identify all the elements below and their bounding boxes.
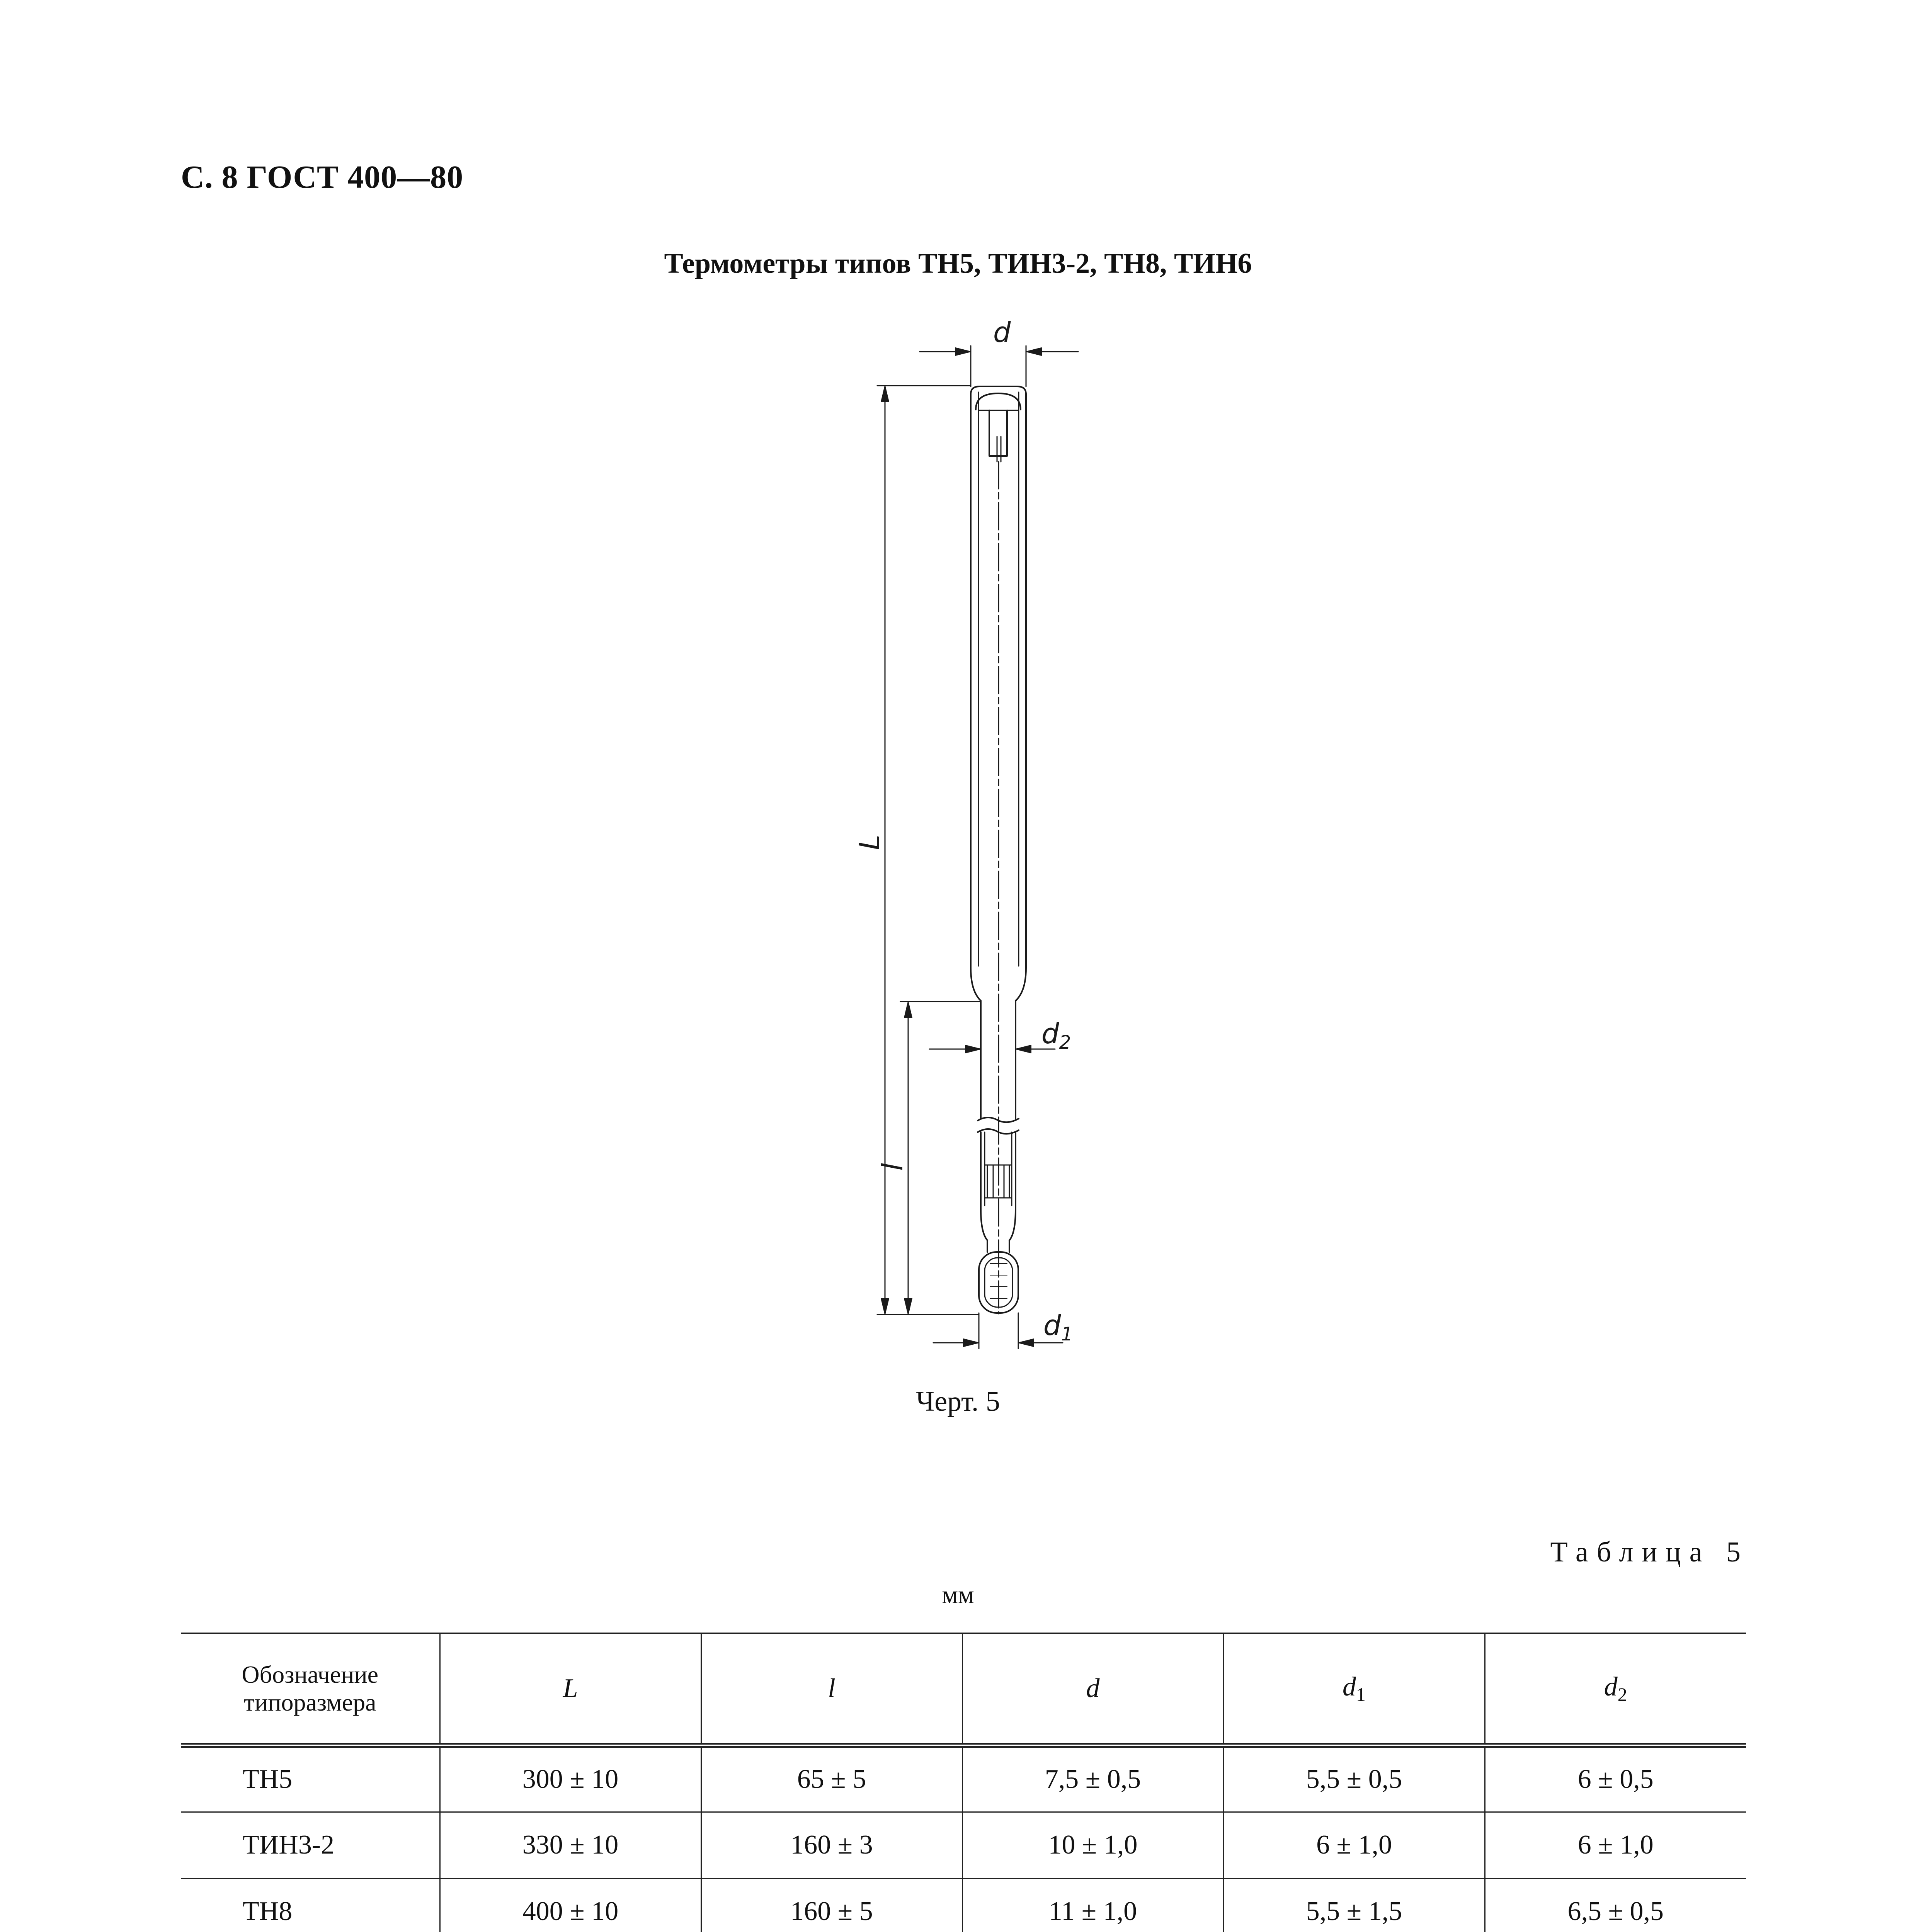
figure-caption: Черт. 5: [916, 1386, 1000, 1417]
label-d: d: [993, 316, 1011, 349]
cell-d1: 5,5 ± 0,5: [1223, 1745, 1485, 1812]
cell-l: 65 ± 5: [701, 1745, 962, 1812]
header-d2: $d_2$: [1485, 1633, 1746, 1745]
table-header-row: [181, 1633, 1746, 1745]
dimension-d2: [929, 1045, 1055, 1053]
header-L: L: [440, 1633, 701, 1745]
suspension-loop: [989, 410, 1007, 456]
page-header: С. 8 ГОСТ 400—80: [181, 159, 464, 195]
thermometer-drawing: [831, 309, 1125, 1352]
table-row: [181, 1745, 1746, 1812]
cell-d: 7,5 ± 0,5: [962, 1745, 1223, 1812]
label-d1: d1: [1043, 1309, 1073, 1345]
header-designation: Обозначение типоразмера: [181, 1633, 440, 1745]
dimensions-table: [181, 1633, 1746, 1932]
label-L: L: [853, 834, 886, 850]
cell-d2: 6 ± 1,0: [1485, 1812, 1746, 1878]
cell-L: 330 ± 10: [440, 1812, 701, 1878]
cell-d: 10 ± 1,0: [962, 1812, 1223, 1878]
dimension-d: [920, 346, 1078, 386]
header-l: l: [701, 1633, 962, 1745]
table-row: [181, 1812, 1746, 1878]
figure-heading: Термометры типов ТН5, ТИН3-2, ТН8, ТИН6: [664, 248, 1252, 279]
cell-d1: 6 ± 1,0: [1223, 1812, 1485, 1878]
table-row: [181, 1878, 1746, 1932]
table-title: Таблица 5: [1550, 1536, 1749, 1568]
thermometer-top-body: [971, 386, 1026, 1314]
cell-d1: 5,5 ± 1,5: [1223, 1878, 1485, 1932]
thermometer-top-inner-cap: [976, 393, 1021, 410]
cell-designation: ТН5: [181, 1745, 440, 1812]
cell-d2: 6,5 ± 0,5: [1485, 1878, 1746, 1932]
dimension-L: [877, 386, 979, 1315]
cell-l: 160 ± 5: [701, 1878, 962, 1932]
header-d1: $d_1$: [1223, 1633, 1485, 1745]
table-unit: мм: [942, 1581, 974, 1609]
cell-d2: 6 ± 0,5: [1485, 1745, 1746, 1812]
label-l: l: [876, 1163, 909, 1171]
header-d: d: [962, 1633, 1223, 1745]
cell-L: 300 ± 10: [440, 1745, 701, 1812]
cell-L: 400 ± 10: [440, 1878, 701, 1932]
label-d2: d2: [1041, 1017, 1071, 1053]
cell-designation: ТН8: [181, 1878, 440, 1932]
cell-d: 11 ± 1,0: [962, 1878, 1223, 1932]
cell-l: 160 ± 3: [701, 1812, 962, 1878]
cell-designation: ТИН3-2: [181, 1812, 440, 1878]
